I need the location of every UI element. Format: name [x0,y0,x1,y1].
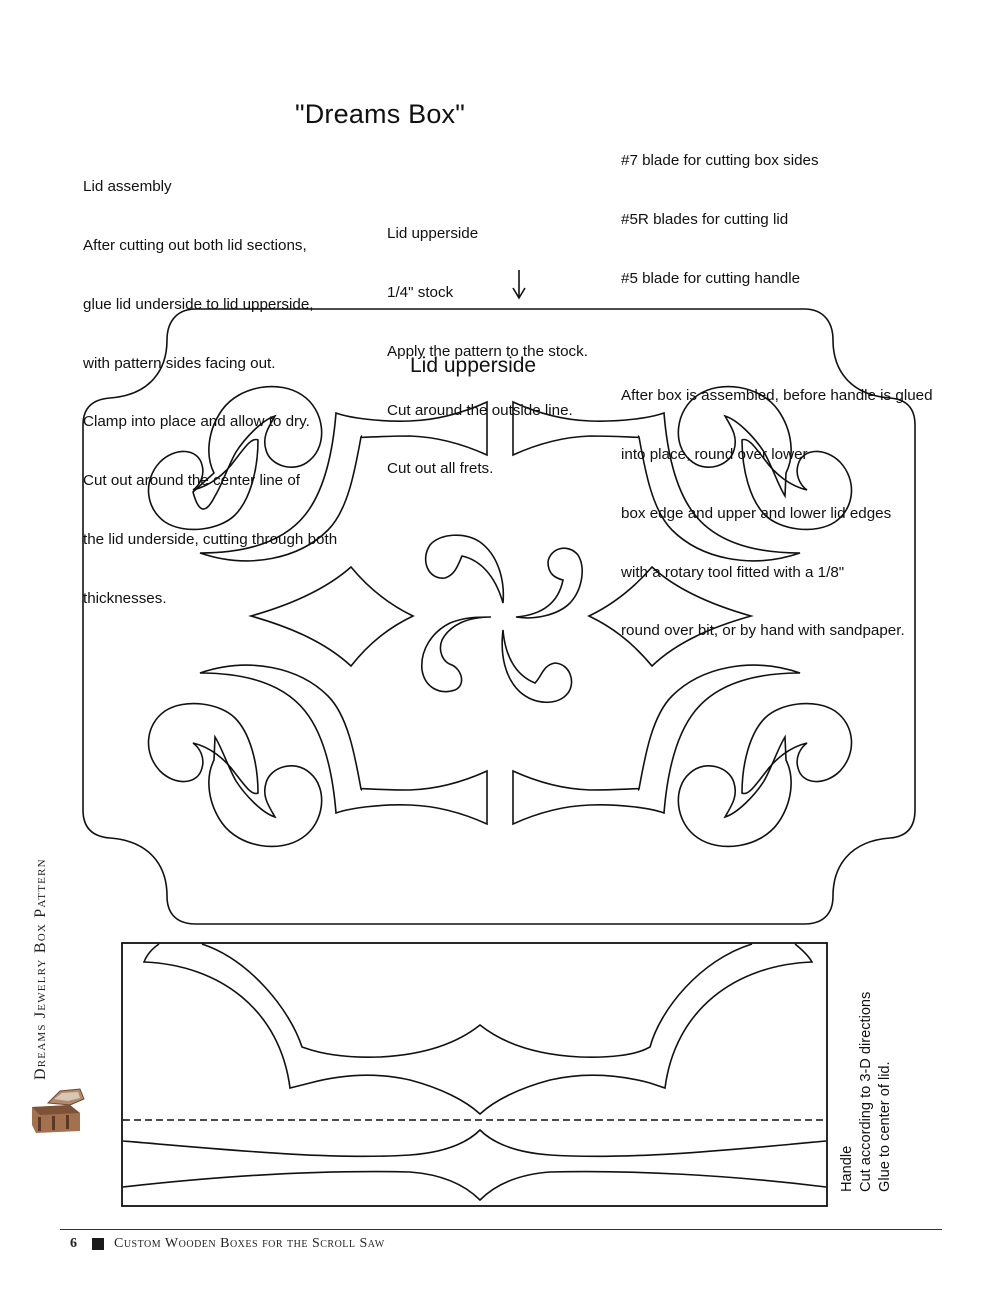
page-footer [70,1236,385,1252]
jewelry-box-photo [30,1085,86,1137]
bracket-bottom-left [200,665,487,824]
blade-line: #7 blade for cutting box sides [621,152,819,170]
scroll-top-left [149,387,322,530]
instruction-line: box edge and upper and lower lid edges [621,504,892,522]
notes-line: the lid underside, cutting through both [83,530,338,548]
handle-heading: Handle [839,1145,855,1192]
instruction-line: into place, round over lower [621,446,808,464]
notes-line: Apply the pattern to the stock. [387,342,588,360]
handle-line: Glue to center of lid. [877,1061,893,1192]
handle-upper-piece [144,944,812,1114]
side-tab-label: Dreams Jewelry Box Pattern [32,858,49,1080]
diamond-left [251,567,413,666]
bracket-top-right [513,402,800,561]
handle-lower-bottom [123,1172,826,1200]
instruction-line: After box is assembled, before handle is glued [621,387,933,405]
notes-line: Cut around the outside line. [387,401,573,419]
book-title: Custom Wooden Boxes for the Scroll Saw [114,1236,385,1251]
instruction-line: round over bit, or by hand with sandpaper. [621,622,905,640]
side-tab [26,848,66,1080]
page-number: 6 [70,1236,77,1251]
notes-line: glue lid underside to lid upperside, [83,295,314,313]
notes-line: with pattern sides facing out. [83,354,276,372]
scroll-top-right [678,387,851,530]
notes-line: After cutting out both lid sections, [83,236,307,254]
handle-line: Cut according to 3-D directions [858,991,874,1192]
notes-heading: Lid upperside [387,225,479,243]
notes-line: Clamp into place and allow to dry. [83,413,310,431]
notes-line: thicknesses. [83,589,167,607]
scroll-bottom-right [678,704,851,847]
diamond-right [589,567,751,666]
bracket-bottom-right [513,665,800,824]
notes-line: Cut out all frets. [387,460,494,478]
square-bullet-icon [92,1238,104,1250]
handle-lower-top [123,1130,826,1156]
notes-heading: Lid assembly [83,178,172,196]
lid-upperside-label: Lid upperside [410,354,537,377]
center-pinwheel [422,535,582,702]
lid-outline [83,309,915,924]
arrow-down-icon [513,270,525,298]
instruction-line: with a rotary tool fitted with a 1/8" [621,563,845,581]
handle-frame [122,943,827,1206]
handle-upper-inner [202,944,752,1057]
handle-notes [838,960,898,1192]
notes-line: 1/4" stock [387,283,454,301]
page-title: "Dreams Box" [294,99,466,129]
scroll-bottom-left [149,704,322,847]
blade-line: #5R blades for cutting lid [621,210,789,228]
blade-line: #5 blade for cutting handle [621,269,801,287]
footer-rule [60,1229,942,1230]
notes-line: Cut out around the center line of [83,472,300,490]
